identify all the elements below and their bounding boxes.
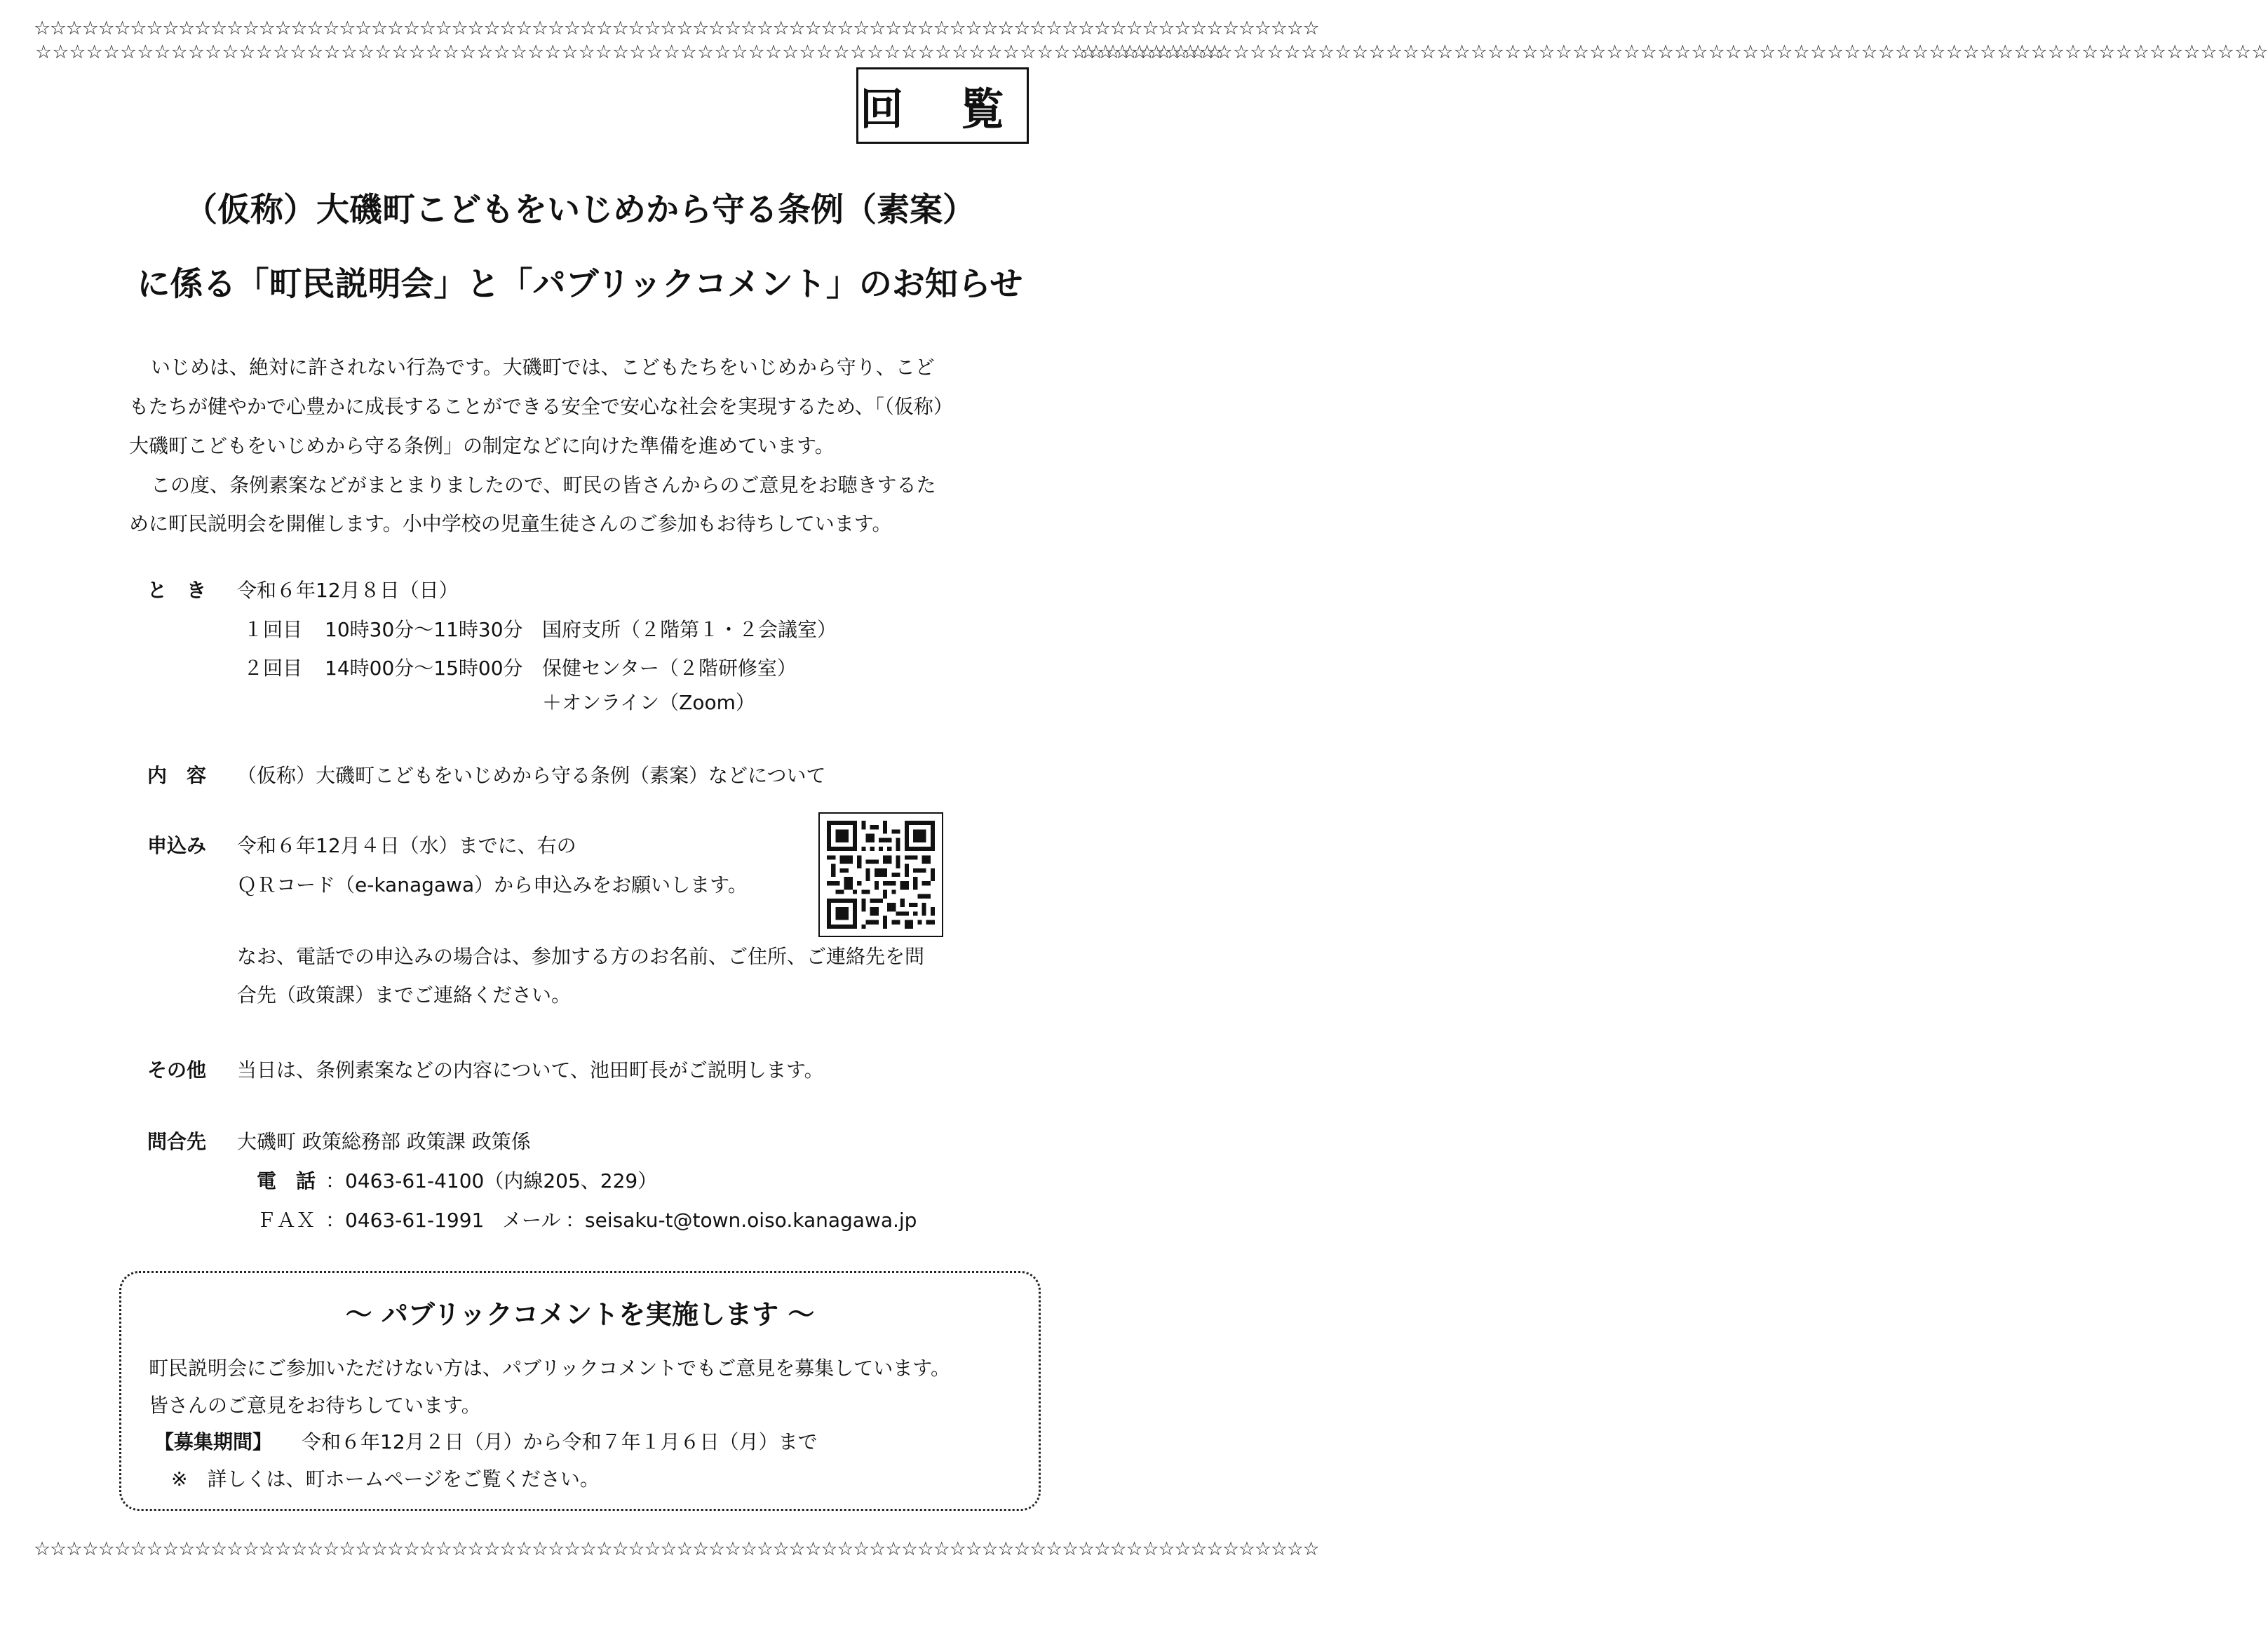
apply-label: 申込み [147, 834, 207, 857]
mail-value: ：seisaku-t@town.oiso.kanagawa.jp [565, 1209, 917, 1232]
page-title-line1: （仮称）大磯町こどもをいじめから守る条例（素案） [184, 191, 976, 229]
intro-line: いじめは、絶対に許されない行為です。大磯町では、こどもたちをいじめから守り、こど [151, 356, 935, 379]
public-comment-line: 町民説明会にご参加いただけない方は、パブリックコメントでもご意見を募集しています。 [149, 1357, 950, 1380]
other-text: 当日は、条例素案などの内容について、池田町長がご説明します。 [237, 1058, 824, 1082]
apply-line: ＱＲコード（e-kanagawa）から申込みをお願いします。 [237, 873, 748, 896]
star-border-top: ☆☆☆☆☆☆☆☆☆☆☆☆☆☆☆☆☆☆☆☆☆☆☆☆☆☆☆☆☆☆☆☆☆☆☆☆☆☆☆☆☆☆☆☆☆☆☆☆☆☆☆☆☆☆☆☆☆☆☆☆☆☆☆☆☆☆☆☆☆☆☆☆☆☆☆☆☆☆☆☆ [34, 18, 1319, 39]
apply-line: 合先（政策課）までご連絡ください。 [237, 983, 572, 1007]
tel-value: ：0463-61-4100（内線205、229） [325, 1169, 658, 1192]
content-text: （仮称）大磯町こどもをいじめから守る条例（素案）などについて [237, 764, 826, 787]
session1-time: 10時30分～11時30分 [325, 618, 523, 641]
apply-line: 令和６年12月４日（水）までに、右の [237, 834, 576, 857]
online-note: ＋オンライン（Zoom） [542, 691, 755, 714]
period-value: 令和６年12月２日（月）から令和７年１月６日（月）まで [302, 1430, 818, 1453]
circulation-stamp: 回 覧 [856, 67, 1029, 144]
fax-label: ＦＡＸ [257, 1209, 316, 1232]
star-border-left: ☆☆☆☆☆☆☆☆☆☆☆☆☆☆☆☆☆☆☆☆☆☆☆☆☆☆☆☆☆☆☆☆☆☆☆☆☆☆☆☆☆☆☆☆☆☆☆☆☆☆☆☆☆☆☆☆☆☆☆☆☆☆☆☆☆☆☆☆☆☆ [35, 41, 1224, 63]
intro-line: 大磯町こどもをいじめから守る条例」の制定などに向けた準備を進めています。 [129, 434, 835, 457]
fax-value: ：0463-61-1991 [325, 1209, 485, 1232]
mail-label: メール [502, 1209, 561, 1232]
other-label: その他 [147, 1058, 207, 1082]
intro-line: この度、条例素案などがまとまりましたので、町民の皆さんからのご意見をお聴きするた [151, 473, 936, 497]
apply-line: なお、電話での申込みの場合は、参加する方のお名前、ご住所、ご連絡先を問 [237, 945, 925, 968]
contact-org: 大磯町 政策総務部 政策課 政策係 [237, 1130, 531, 1153]
session2-time: 14時00分～15時00分 [325, 657, 523, 680]
contact-label: 問合先 [147, 1130, 207, 1153]
period-label: 【募集期間】 [154, 1430, 273, 1453]
content-label: 内 容 [147, 764, 207, 787]
session2-place: 保健センター（２階研修室） [542, 657, 797, 680]
qr-code-icon[interactable] [818, 812, 943, 937]
when-label: と き [147, 579, 207, 602]
session1-place: 国府支所（２階第１・２会議室） [542, 618, 837, 641]
public-comment-line: 皆さんのご意見をお待ちしています。 [149, 1394, 481, 1417]
session1-number: １回目 [243, 618, 303, 641]
qr-code-graphic [827, 821, 935, 929]
tel-label: 電 話 [257, 1169, 316, 1192]
star-border-right: ☆☆☆☆☆☆☆☆☆☆☆☆☆☆☆☆☆☆☆☆☆☆☆☆☆☆☆☆☆☆☆☆☆☆☆☆☆☆☆☆☆☆☆☆☆☆☆☆☆☆☆☆☆☆☆☆☆☆☆☆☆☆☆☆☆☆☆☆☆☆ [1080, 41, 2268, 63]
when-date: 令和６年12月８日（日） [237, 579, 459, 602]
intro-line: もたちが健やかで心豊かに成長することができる安全で安心な社会を実現するため、「（仮称） [129, 395, 953, 418]
session2-number: ２回目 [243, 657, 303, 680]
intro-line: めに町民説明会を開催します。小中学校の児童生徒さんのご参加もお待ちしています。 [129, 512, 892, 535]
page-title-line2: に係る「町民説明会」と「パブリックコメント」のお知らせ [137, 265, 1023, 304]
star-border-bottom: ☆☆☆☆☆☆☆☆☆☆☆☆☆☆☆☆☆☆☆☆☆☆☆☆☆☆☆☆☆☆☆☆☆☆☆☆☆☆☆☆☆☆☆☆☆☆☆☆☆☆☆☆☆☆☆☆☆☆☆☆☆☆☆☆☆☆☆☆☆☆☆☆☆☆☆☆☆☆☆☆ [34, 1538, 1319, 1560]
public-comment-note: ※ 詳しくは、町ホームページをご覧ください。 [171, 1467, 600, 1491]
public-comment-title: ～ パブリックコメントを実施します ～ [345, 1299, 815, 1330]
